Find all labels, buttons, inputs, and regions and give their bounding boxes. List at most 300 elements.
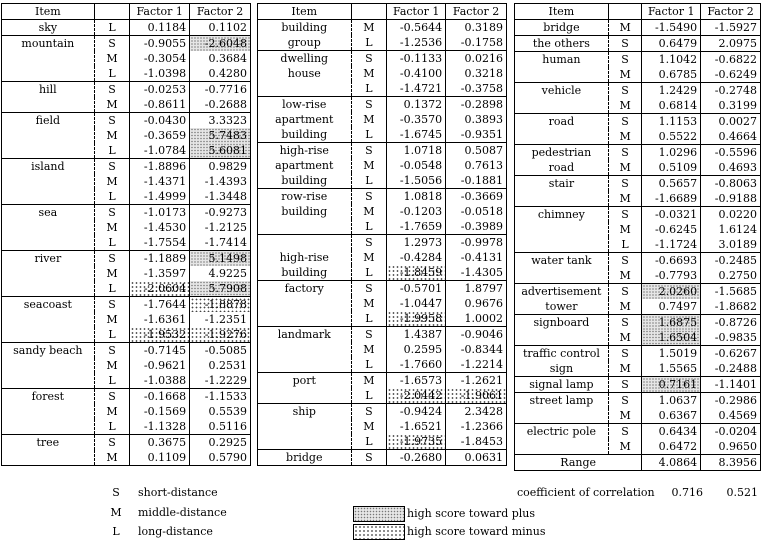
factor2-value: -1.2351: [190, 312, 251, 327]
factor1-value: 0.5109: [642, 160, 701, 176]
table-row: [258, 189, 507, 205]
table-row: [258, 173, 507, 189]
item-name: group: [258, 35, 352, 51]
header-item: Item: [515, 4, 609, 20]
distance-code: L: [94, 327, 130, 343]
factor1-value: -0.2680: [387, 450, 446, 466]
factor1-value: -1.1724: [642, 237, 701, 253]
item-name: mountain: [2, 36, 95, 52]
factor1-value: -1.3597: [130, 266, 190, 281]
factor1-value: -1.4530: [130, 220, 190, 235]
item-name: apartment: [258, 158, 352, 173]
distance-code: S: [94, 159, 130, 175]
item-name: island: [2, 159, 95, 175]
table-row: [2, 51, 251, 66]
distance-code: M: [608, 299, 642, 315]
table-row: [258, 127, 507, 143]
table-row: [515, 346, 761, 362]
factor1-value: -1.6573: [387, 373, 446, 389]
factor1-value: -1.6689: [642, 191, 701, 207]
table-row: [515, 20, 761, 36]
distance-code: S: [94, 389, 130, 405]
factor1-value: 1.6504: [642, 330, 701, 346]
factor1-value: -0.3659: [130, 128, 190, 143]
distance-code: L: [351, 357, 387, 373]
distance-code: S: [608, 83, 642, 99]
item-name: [515, 268, 609, 284]
table-row: [258, 51, 507, 67]
factor2-value: -1.7414: [190, 235, 251, 251]
table-row: [515, 361, 761, 377]
table-row: [2, 404, 251, 419]
factor1-value: -2.0604: [130, 281, 190, 297]
item-name: [258, 357, 352, 373]
distance-code: L: [351, 127, 387, 143]
distance-code: S: [94, 343, 130, 359]
item-name: [2, 97, 95, 113]
factor2-value: 0.2531: [190, 358, 251, 373]
distance-code: M: [94, 220, 130, 235]
distance-code: M: [351, 250, 387, 265]
factor1-value: 0.6472: [642, 439, 701, 455]
factor2-value: -1.8453: [446, 434, 507, 450]
item-name: [258, 342, 352, 357]
item-name: low-rise: [258, 97, 352, 113]
factor2-value: 0.3893: [446, 112, 507, 127]
range-label: Range: [515, 455, 642, 471]
factor1-value: 0.6479: [642, 36, 701, 52]
table-row: [258, 311, 507, 327]
item-name: factory: [258, 281, 352, 297]
table-row: [2, 36, 251, 52]
distance-code: L: [351, 35, 387, 51]
distance-code: S: [94, 435, 130, 451]
distance-code: M: [608, 268, 642, 284]
minus-legend-label: high score toward minus: [407, 525, 546, 538]
distance-code: S: [608, 253, 642, 269]
factor1-value: -1.4999: [130, 189, 190, 205]
table-row: [258, 235, 507, 251]
factor1-value: -1.7554: [130, 235, 190, 251]
factor1-value: -1.7659: [387, 219, 446, 235]
factor2-value: 0.0631: [446, 450, 507, 466]
distance-code: S: [608, 393, 642, 409]
item-name: [2, 327, 95, 343]
factor2-value: 1.0002: [446, 311, 507, 327]
factor-table-3: [514, 3, 761, 471]
item-name: [258, 219, 352, 235]
item-name: [2, 128, 95, 143]
distance-code: S: [351, 404, 387, 420]
factor2-value: 5.6081: [190, 143, 251, 159]
factor2-value: 0.4693: [701, 160, 761, 176]
distance-code: M: [608, 20, 642, 36]
factor2-value: -1.4305: [446, 265, 507, 281]
table-row: [2, 235, 251, 251]
table-row: [515, 424, 761, 440]
table-row: [515, 222, 761, 237]
distance-code: M: [608, 408, 642, 424]
item-name: advertisement: [515, 284, 609, 300]
item-name: pedestrian: [515, 145, 609, 161]
distance-code: S: [351, 235, 387, 251]
distance-code: M: [608, 67, 642, 83]
factor2-value: 0.2750: [701, 268, 761, 284]
distance-code: S: [608, 207, 642, 223]
item-name: [2, 51, 95, 66]
item-name: [258, 434, 352, 450]
factor1-value: -0.7145: [130, 343, 190, 359]
factor1-value: 0.6785: [642, 67, 701, 83]
table-row: [515, 377, 761, 393]
distance-code: M: [351, 419, 387, 434]
factor1-value: -1.7660: [387, 357, 446, 373]
correlation-label: coefficient of correlation: [517, 486, 655, 499]
table-row: [258, 20, 507, 36]
factor1-value: 0.7161: [642, 377, 701, 393]
factor2-value: -0.9046: [446, 327, 507, 343]
distance-code: S: [94, 297, 130, 313]
item-name: [258, 81, 352, 97]
header-factor2: Factor 2: [190, 4, 251, 20]
factor1-value: -0.7793: [642, 268, 701, 284]
distance-code: S: [94, 36, 130, 52]
table-row: [258, 281, 507, 297]
legend-code-l: L long-distance: [112, 525, 213, 538]
factor2-value: -1.2621: [446, 373, 507, 389]
table-row: [2, 189, 251, 205]
table-row: [515, 268, 761, 284]
table-row: [515, 207, 761, 223]
header-item: Item: [258, 4, 352, 20]
factor1-value: -0.9424: [387, 404, 446, 420]
table-row: [2, 373, 251, 389]
factor1-value: -1.8459: [387, 265, 446, 281]
table-row: [2, 113, 251, 129]
factor1-value: -1.9532: [130, 327, 190, 343]
item-name: sandy beach: [2, 343, 95, 359]
factor2-value: 5.7908: [190, 281, 251, 297]
item-name: [2, 358, 95, 373]
table-row: [2, 419, 251, 435]
distance-code: M: [94, 174, 130, 189]
item-name: [2, 220, 95, 235]
header-factor1: Factor 1: [387, 4, 446, 20]
item-name: bridge: [515, 20, 609, 36]
factor2-value: -0.6822: [701, 52, 761, 68]
factor1-value: 1.0818: [387, 189, 446, 205]
distance-code: M: [351, 66, 387, 81]
factor1-value: -0.9621: [130, 358, 190, 373]
legend-code-s: S short-distance: [112, 486, 218, 499]
factor2-value: 0.9829: [190, 159, 251, 175]
factor2-value: 1.6124: [701, 222, 761, 237]
table-row: [258, 296, 507, 311]
factor2-value: -0.3989: [446, 219, 507, 235]
distance-code: L: [351, 173, 387, 189]
item-name: [258, 296, 352, 311]
item-name: forest: [2, 389, 95, 405]
table-row: [2, 343, 251, 359]
table-row: [515, 191, 761, 207]
factor1-value: 1.0637: [642, 393, 701, 409]
distance-code: S: [608, 114, 642, 130]
factor1-value: -0.5644: [387, 20, 446, 36]
table-row: [258, 81, 507, 97]
item-name: hill: [2, 82, 95, 98]
distance-code: L: [94, 189, 130, 205]
factor2-value: -0.6249: [701, 67, 761, 83]
distance-code: S: [351, 327, 387, 343]
table-row: [515, 129, 761, 145]
table-row: [258, 35, 507, 51]
plus-swatch: [353, 506, 405, 522]
table-row: [2, 358, 251, 373]
distance-code: L: [351, 219, 387, 235]
table-row: [258, 66, 507, 81]
table-row: [2, 281, 251, 297]
distance-code: M: [94, 51, 130, 66]
factor2-value: -0.3758: [446, 81, 507, 97]
table-row: [515, 299, 761, 315]
factor2-value: -1.9276: [190, 327, 251, 343]
table-row: [515, 176, 761, 192]
distance-code: M: [94, 404, 130, 419]
factor2-value: -1.1401: [701, 377, 761, 393]
item-name: the others: [515, 36, 609, 52]
table-row: [258, 219, 507, 235]
table-row: [2, 143, 251, 159]
factor1-value: 1.0718: [387, 143, 446, 159]
distance-code: L: [94, 281, 130, 297]
table-row: [515, 315, 761, 331]
table-row: [515, 330, 761, 346]
table-row: [515, 67, 761, 83]
factor1-value: 0.5657: [642, 176, 701, 192]
table-row: [515, 393, 761, 409]
factor1-value: -1.6745: [387, 127, 446, 143]
factor2-value: -0.7716: [190, 82, 251, 98]
table-row: [515, 98, 761, 114]
item-name: signal lamp: [515, 377, 609, 393]
table-row: [258, 450, 507, 466]
item-name: apartment: [258, 112, 352, 127]
factor1-value: 0.6814: [642, 98, 701, 114]
factor2-value: 0.2925: [190, 435, 251, 451]
factor2-value: 1.8797: [446, 281, 507, 297]
item-name: [2, 450, 95, 466]
item-name: row-rise: [258, 189, 352, 205]
table-row: [515, 36, 761, 52]
item-name: [515, 439, 609, 455]
factor1-value: -1.8896: [130, 159, 190, 175]
distance-code: M: [94, 97, 130, 113]
distance-code: S: [351, 189, 387, 205]
distance-code: M: [608, 361, 642, 377]
table-row: [258, 204, 507, 219]
table-row: [258, 419, 507, 434]
table-row: [515, 145, 761, 161]
distance-code: S: [608, 377, 642, 393]
factor1-value: -1.1889: [130, 251, 190, 267]
factor2-value: -0.9835: [701, 330, 761, 346]
item-name: building: [258, 20, 352, 36]
factor2-value: 0.3189: [446, 20, 507, 36]
factor-table-2: [257, 3, 507, 466]
item-name: port: [258, 373, 352, 389]
factor1-value: 0.7497: [642, 299, 701, 315]
distance-code: M: [351, 20, 387, 36]
table-row: [2, 266, 251, 281]
item-name: high-rise: [258, 250, 352, 265]
distance-code: S: [351, 143, 387, 159]
table-row: [2, 159, 251, 175]
factor2-value: 0.5116: [190, 419, 251, 435]
factor2-value: -0.4131: [446, 250, 507, 265]
factor1-value: -0.5701: [387, 281, 446, 297]
factor2-value: -1.5927: [701, 20, 761, 36]
factor1-value: -1.4371: [130, 174, 190, 189]
distance-code: S: [351, 450, 387, 466]
table-row: [2, 128, 251, 143]
table-row: [515, 237, 761, 253]
distance-code: M: [608, 129, 642, 145]
factor2-value: 3.0189: [701, 237, 761, 253]
factor1-value: -0.0430: [130, 113, 190, 129]
table-row: [258, 357, 507, 373]
distance-code: M: [94, 358, 130, 373]
item-name: [515, 222, 609, 237]
header-factor2: Factor 2: [701, 4, 761, 20]
item-name: chimney: [515, 207, 609, 223]
factor2-value: -0.2898: [446, 97, 507, 113]
table-row: [2, 66, 251, 82]
factor2-value: 4.9225: [190, 266, 251, 281]
item-name: sign: [515, 361, 609, 377]
factor1-value: 0.1372: [387, 97, 446, 113]
factor2-value: -1.4393: [190, 174, 251, 189]
factor2-value: -1.2229: [190, 373, 251, 389]
table-row: [515, 114, 761, 130]
item-name: dwelling: [258, 51, 352, 67]
factor1-value: 2.0260: [642, 284, 701, 300]
factor2-value: -1.9061: [446, 388, 507, 404]
factor2-value: -1.8682: [701, 299, 761, 315]
distance-code: S: [608, 145, 642, 161]
table-row: [2, 435, 251, 451]
table-row: [2, 97, 251, 113]
table-row: [2, 389, 251, 405]
item-name: signboard: [515, 315, 609, 331]
factor2-value: -0.2688: [190, 97, 251, 113]
factor2-value: -0.0204: [701, 424, 761, 440]
distance-code: L: [94, 66, 130, 82]
factor1-value: 0.1184: [130, 20, 190, 36]
factor1-value: -1.5490: [642, 20, 701, 36]
table-row: [2, 327, 251, 343]
factor2-value: -0.5596: [701, 145, 761, 161]
item-name: [2, 235, 95, 251]
factor1-value: -1.0784: [130, 143, 190, 159]
table-row: [258, 97, 507, 113]
item-name: [515, 237, 609, 253]
factor1-value: -0.3570: [387, 112, 446, 127]
table-row: [258, 327, 507, 343]
factor2-value: 5.1498: [190, 251, 251, 267]
table-row: [2, 251, 251, 267]
table-row: [515, 284, 761, 300]
factor2-value: -1.1533: [190, 389, 251, 405]
table-row: [2, 312, 251, 327]
item-name: building: [258, 173, 352, 189]
distance-code: M: [608, 439, 642, 455]
factor2-value: 0.3684: [190, 51, 251, 66]
factor1-value: -1.0398: [130, 66, 190, 82]
table-row: [258, 265, 507, 281]
factor1-value: 0.3675: [130, 435, 190, 451]
distance-code: M: [351, 158, 387, 173]
distance-code: M: [608, 330, 642, 346]
distance-code: L: [94, 419, 130, 435]
item-name: high-rise: [258, 143, 352, 159]
factor1-value: 1.5019: [642, 346, 701, 362]
distance-code: S: [608, 315, 642, 331]
factor1-value: 1.4387: [387, 327, 446, 343]
distance-code: S: [608, 284, 642, 300]
table-row: [515, 253, 761, 269]
factor1-value: 1.2429: [642, 83, 701, 99]
item-name: river: [2, 251, 95, 267]
table-row: [2, 20, 251, 36]
factor1-value: -0.1569: [130, 404, 190, 419]
factor2-value: 0.5087: [446, 143, 507, 159]
factor2-value: -1.2214: [446, 357, 507, 373]
range-factor1: 4.0864: [642, 455, 701, 471]
distance-code: L: [351, 265, 387, 281]
distance-code: S: [94, 251, 130, 267]
factor1-value: -1.0388: [130, 373, 190, 389]
distance-code: L: [94, 20, 130, 36]
distance-code: M: [351, 373, 387, 389]
distance-code: L: [94, 235, 130, 251]
factor1-value: -2.0442: [387, 388, 446, 404]
header-item: Item: [2, 4, 95, 20]
factor2-value: 0.0216: [446, 51, 507, 67]
distance-code: M: [94, 312, 130, 327]
item-name: building: [258, 127, 352, 143]
factor2-value: -2.6048: [190, 36, 251, 52]
item-name: water tank: [515, 253, 609, 269]
factor2-value: 0.4280: [190, 66, 251, 82]
table-row: [515, 160, 761, 176]
factor1-value: -0.1133: [387, 51, 446, 67]
factor1-value: -0.6245: [642, 222, 701, 237]
item-name: bridge: [258, 450, 352, 466]
factor1-value: -1.9958: [387, 311, 446, 327]
correlation-factor1: 0.716: [671, 486, 703, 499]
item-name: field: [2, 113, 95, 129]
factor2-value: -0.5085: [190, 343, 251, 359]
table-row: [258, 342, 507, 357]
factor2-value: -0.9351: [446, 127, 507, 143]
distance-code: L: [351, 81, 387, 97]
distance-code: S: [351, 97, 387, 113]
factor2-value: 0.9650: [701, 439, 761, 455]
factor2-value: -0.1881: [446, 173, 507, 189]
table-row: [2, 174, 251, 189]
item-name: [515, 408, 609, 424]
distance-code: S: [351, 281, 387, 297]
